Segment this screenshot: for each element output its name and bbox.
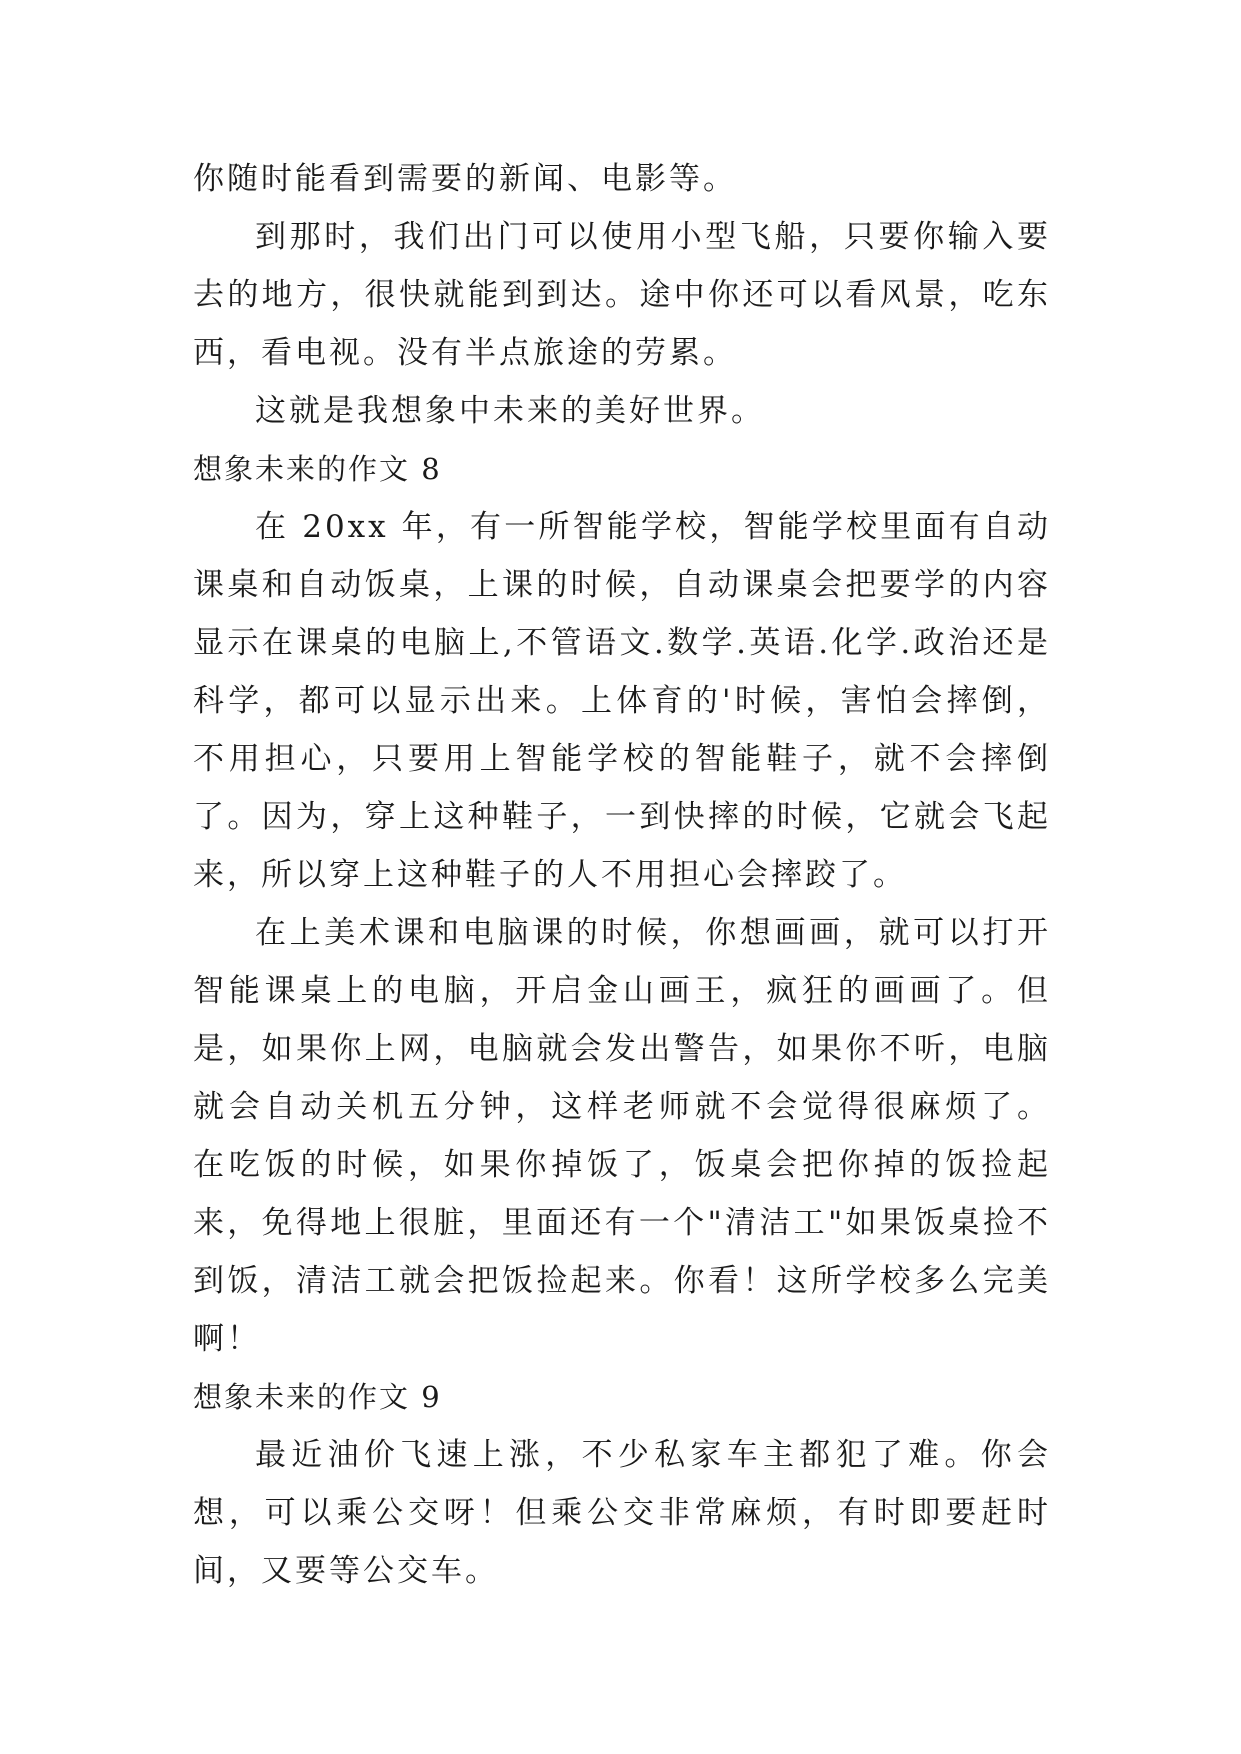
paragraph-art-class: 在上美术课和电脑课的时候，你想画画，就可以打开智能课桌上的电脑，开启金山画王，疯狂的画画了。但是，如果你上网，电脑就会发出警告，如果你不听，电脑就会自动关机五分钟，这样老师就不会觉得很麻烦了。 在吃饭的时候，如果你掉饭了，饭桌会把你掉的饭捡起来，免得地上很脏，里面还有一个"清洁工"如果饭桌捡不到饭，清洁工就会把饭捡起来。你看！这所学校多么完美啊！ [193, 915, 1051, 1357]
paragraph-spaceship: 到那时，我们出门可以使用小型飞船，只要你输入要去的地方，很快就能到到达。途中你还可以看风景，吃东西，看电视。没有半点旅途的劳累。 [193, 219, 1051, 371]
document-body [193, 150, 1051, 1600]
paragraph-closing: 这就是我想象中未来的美好世界。 [255, 393, 765, 429]
paragraph-continued: 你随时能看到需要的新闻、电影等。 [193, 161, 737, 197]
section-heading-9: 想象未来的作文 9 [193, 1380, 442, 1414]
section-heading-8: 想象未来的作文 8 [193, 452, 442, 486]
paragraph-oil-price: 最近油价飞速上涨，不少私家车主都犯了难。你会想，可以乘公交呀！但乘公交非常麻烦，有时即要赶时间，又要等公交车。 [193, 1437, 1051, 1589]
paragraph-smart-school: 在 20xx 年，有一所智能学校，智能学校里面有自动课桌和自动饭桌，上课的时候，自动课桌会把要学的内容显示在课桌的电脑上,不管语文.数学.英语.化学.政治还是科学，都可以显示出来。上体育的'时候，害怕会摔倒，不用担心，只要用上智能学校的智能鞋子，就不会摔倒了。因为，穿上这种鞋子，一到快摔的时候，它就会飞起来，所以穿上这种鞋子的人不用担心会摔跤了。 [193, 509, 1051, 893]
